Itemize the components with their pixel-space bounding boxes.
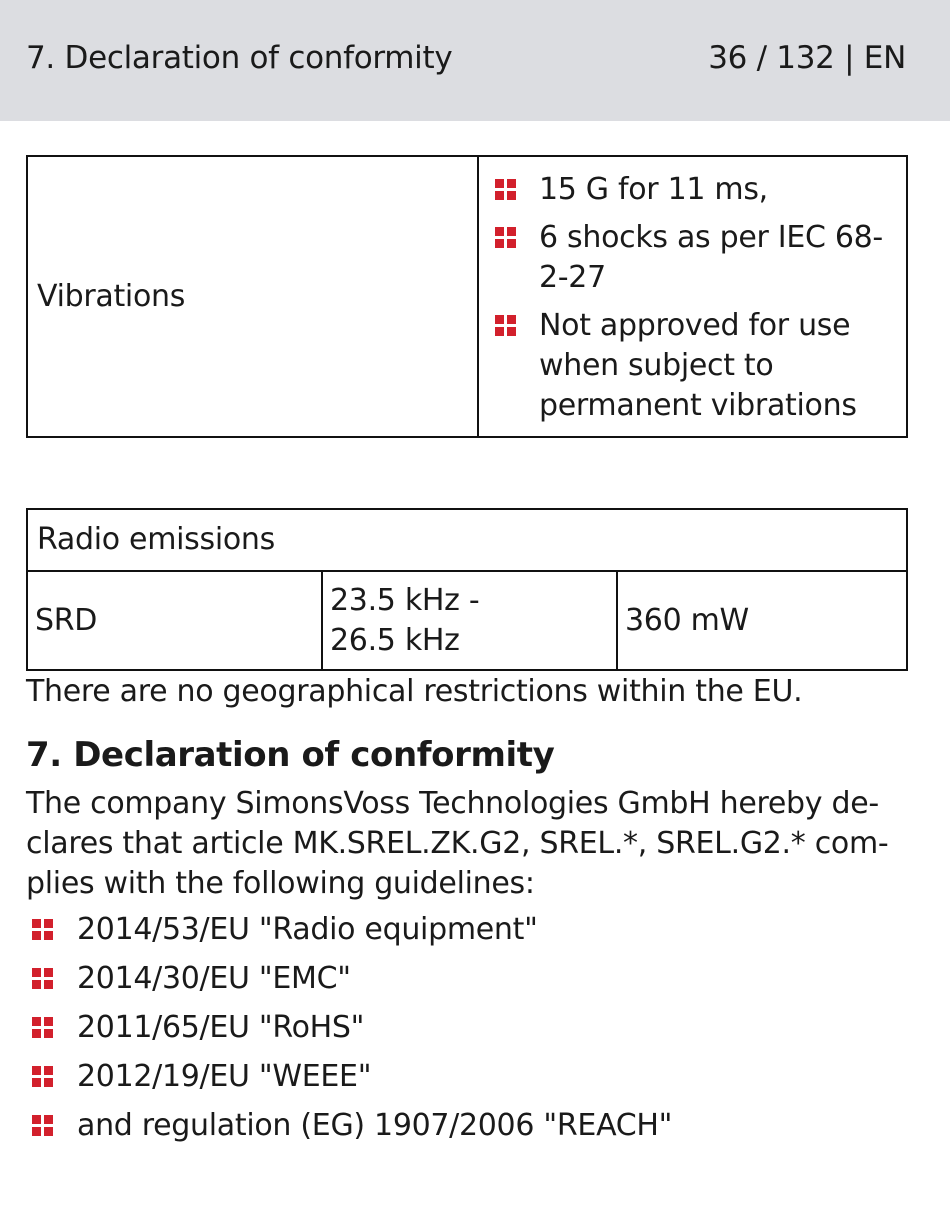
frequency-line-1: 23.5 kHz -: [330, 582, 480, 618]
list-item-text: Not approved for use when subject to permanent vibrations: [539, 307, 857, 423]
header-title: 7. Declaration of conformity: [26, 40, 453, 76]
guideline-text: and regulation (EG) 1907/2006 "REACH": [77, 1108, 673, 1143]
radio-emissions-heading: Radio emissions: [27, 509, 907, 571]
guideline-text: 2012/19/EU "WEEE": [77, 1059, 372, 1094]
body-line: The company SimonsVoss Technologies GmbH hereby de-: [26, 786, 879, 821]
red-square-bullet-icon: [32, 1115, 54, 1137]
page-number: 36 / 132 | EN: [708, 40, 906, 76]
list-item: [32, 910, 902, 950]
vibrations-table: [26, 155, 908, 438]
body-line: plies with the following guidelines:: [26, 866, 535, 901]
list-item-text: 15 G for 11 ms,: [539, 171, 768, 207]
red-square-bullet-icon: [495, 227, 517, 249]
list-item: [32, 1057, 902, 1097]
vibrations-spec-list: [478, 156, 907, 437]
red-square-bullet-icon: [495, 315, 517, 337]
list-item: [495, 218, 906, 298]
table-row: [27, 571, 907, 670]
radio-power-cell: 360 mW: [617, 571, 907, 670]
guideline-text: 2011/65/EU "RoHS": [77, 1010, 365, 1045]
guideline-text: 2014/30/EU "EMC": [77, 961, 351, 996]
radio-type-cell: SRD: [27, 571, 322, 670]
guidelines-list: [32, 910, 902, 1155]
section-title: 7. Declaration of conformity: [26, 735, 555, 775]
red-square-bullet-icon: [32, 919, 54, 941]
list-item: [32, 1106, 902, 1146]
body-line: clares that article MK.SREL.ZK.G2, SREL.*, SREL.G2.* com-: [26, 826, 889, 861]
red-square-bullet-icon: [32, 1017, 54, 1039]
list-item: [32, 959, 902, 999]
section-body: [26, 784, 910, 904]
frequency-line-2: 26.5 kHz: [330, 622, 460, 658]
radio-emissions-table: [26, 508, 908, 671]
radio-frequency-cell: [322, 571, 617, 670]
vibrations-label: Vibrations: [27, 156, 478, 437]
list-item: [495, 170, 906, 210]
red-square-bullet-icon: [495, 179, 517, 201]
guideline-text: 2014/53/EU "Radio equipment": [77, 912, 538, 947]
page-header: [0, 0, 950, 121]
list-item: [495, 306, 906, 426]
red-square-bullet-icon: [32, 1066, 54, 1088]
red-square-bullet-icon: [32, 968, 54, 990]
list-item: [32, 1008, 902, 1048]
list-item-text: 6 shocks as per IEC 68-2-27: [539, 219, 883, 295]
geographic-note: There are no geographical restrictions within the EU.: [26, 674, 803, 709]
